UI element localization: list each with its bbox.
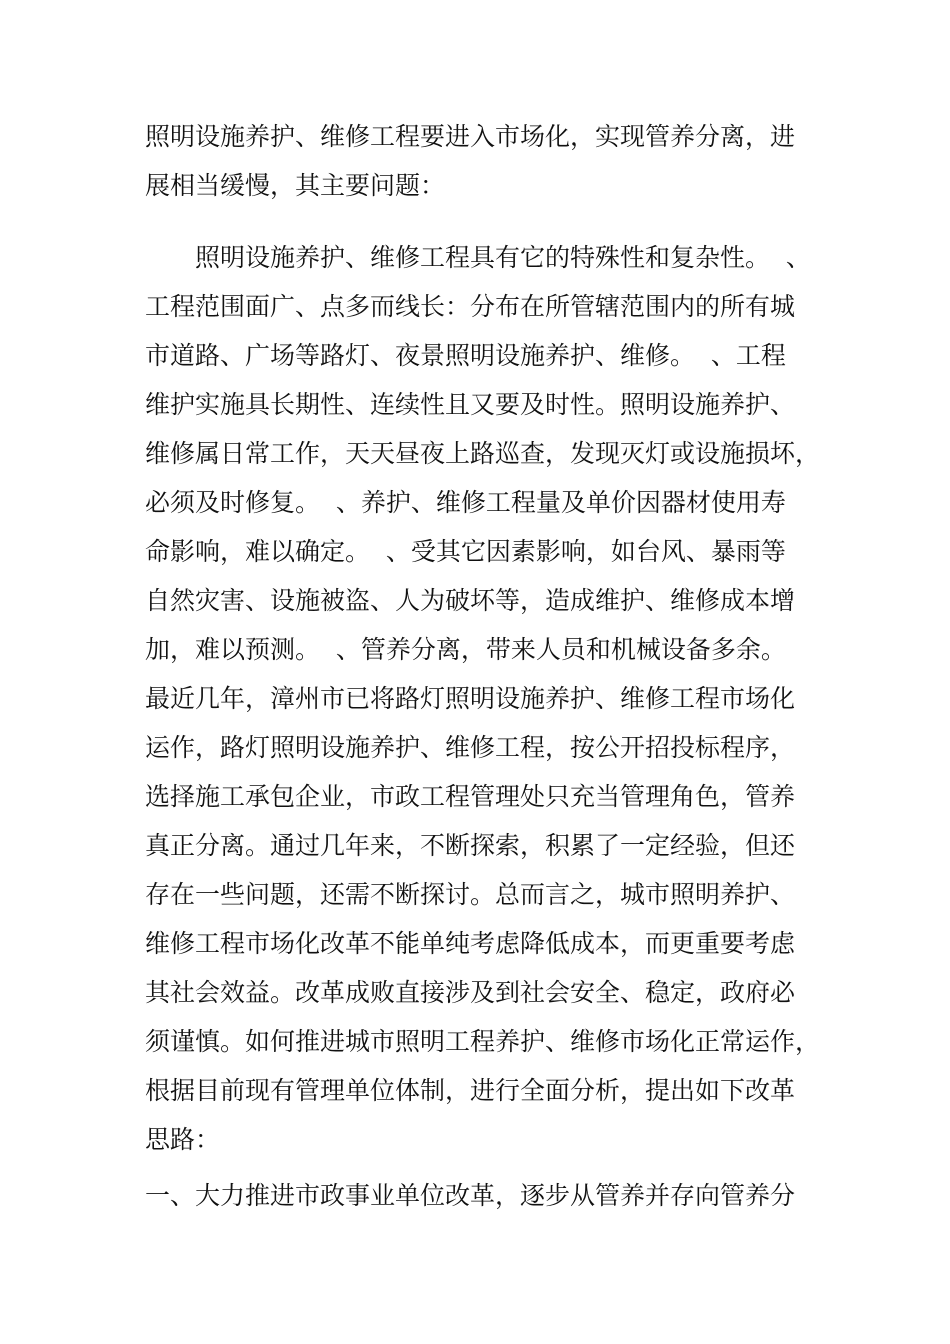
- text-line-3: 照明设施养护、维修工程具有它的特殊性和复杂性。 、: [195, 243, 811, 272]
- text-line-4: 工程范围面广、点多而线长：分布在所管辖范围内的所有城: [145, 292, 796, 321]
- text-line-18: 其社会效益。改革成败直接涉及到社会安全、稳定，政府必: [145, 978, 796, 1007]
- text-line-19: 须谨慎。如何推进城市照明工程养护、维修市场化正常运作，: [145, 1027, 821, 1056]
- text-line-21: 思路：: [145, 1125, 221, 1154]
- text-line-11: 加，难以预测。 、管养分离，带来人员和机械设备多余。: [145, 635, 786, 664]
- text-line-17: 维修工程市场化改革不能单纯考虑降低成本，而更重要考虑: [145, 929, 796, 958]
- text-line-22: 一、大力推进市政事业单位改革，逐步从管养并存向管养分: [145, 1181, 796, 1210]
- text-line-15: 真正分离。通过几年来，不断探索，积累了一定经验，但还: [145, 831, 796, 860]
- text-line-16: 存在一些问题，还需不断探讨。总而言之，城市照明养护、: [145, 880, 796, 909]
- text-line-14: 选择施工承包企业，市政工程管理处只充当管理角色，管养: [145, 782, 796, 811]
- text-line-1: 照明设施养护、维修工程要进入市场化，实现管养分离，进: [145, 122, 796, 151]
- text-line-12: 最近几年，漳州市已将路灯照明设施养护、维修工程市场化: [145, 684, 796, 713]
- text-line-7: 维修属日常工作，天天昼夜上路巡查，发现灭灯或设施损坏，: [145, 439, 821, 468]
- text-line-2: 展相当缓慢，其主要问题：: [145, 171, 446, 200]
- text-line-10: 自然灾害、设施被盗、人为破坏等，造成维护、维修成本增: [145, 586, 796, 615]
- text-line-6: 维护实施具长期性、连续性且又要及时性。照明设施养护、: [145, 390, 796, 419]
- text-line-8: 必须及时修复。 、养护、维修工程量及单价因器材使用寿: [145, 488, 786, 517]
- text-line-20: 根据目前现有管理单位体制，进行全面分析，提出如下改革: [145, 1076, 796, 1105]
- text-line-9: 命影响，难以确定。 、受其它因素影响，如台风、暴雨等: [145, 537, 786, 566]
- text-line-5: 市道路、广场等路灯、夜景照明设施养护、维修。 、工程: [145, 341, 786, 370]
- text-line-13: 运作，路灯照明设施养护、维修工程，按公开招投标程序，: [145, 733, 796, 762]
